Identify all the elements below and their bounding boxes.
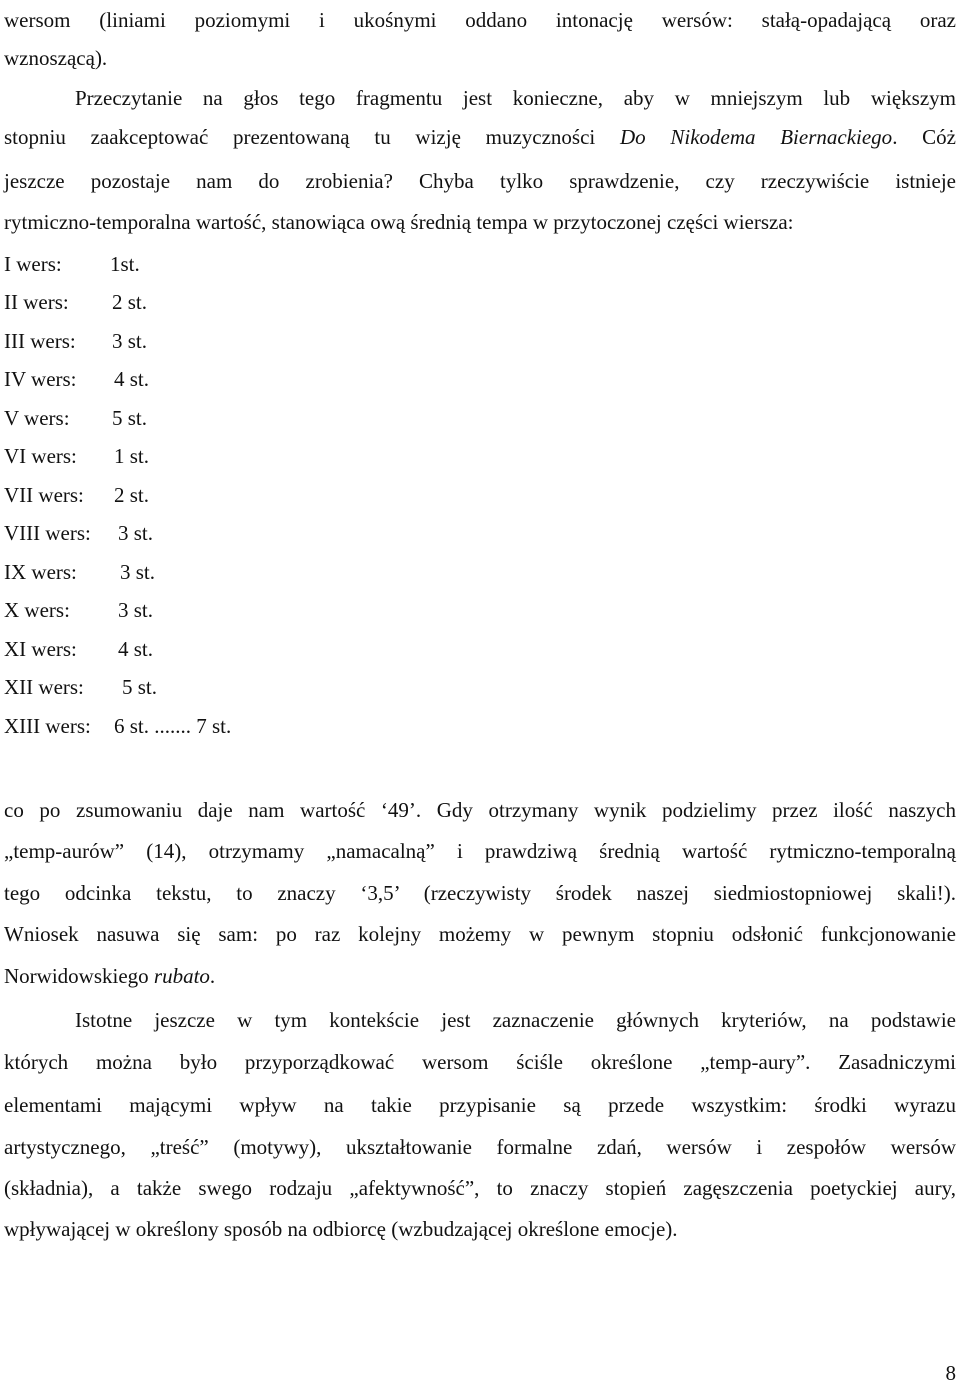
verse-item <box>4 289 148 315</box>
verse-item <box>4 328 148 354</box>
verse-label: III wers: <box>4 329 76 353</box>
verse-item <box>4 713 232 739</box>
verse-value: 1 st. <box>114 444 150 468</box>
verse-label: XII wers: <box>4 675 84 699</box>
verse-item <box>4 482 150 508</box>
page-number: 8 <box>945 1361 956 1385</box>
paragraph-2-line-4: rytmiczno-temporalna wartość, stanowiąca ową średnią tempa w przytoczonej części wiersza: <box>4 210 794 234</box>
verse-item <box>4 636 154 662</box>
text-span: stopniu zaakceptować prezentowaną tu wizję muzyczności <box>4 125 620 149</box>
paragraph-4-line-3: elementami mającymi wpływ na takie przypisanie są przede wszystkim: środki wyrazu <box>4 1093 956 1117</box>
text-span: Norwidowskiego <box>4 964 154 988</box>
verse-item <box>4 405 148 431</box>
paragraph-4-line-4: artystycznego, „treść” (motywy), ukształtowanie formalne zdań, wersów i zespołów wersów <box>4 1135 956 1159</box>
verse-value: 2 st. <box>112 290 148 314</box>
verse-item <box>4 559 156 585</box>
verse-label: VII wers: <box>4 483 84 507</box>
verse-value: 3 st. <box>118 521 154 545</box>
verse-label: VIII wers: <box>4 521 91 545</box>
verse-label: VI wers: <box>4 444 77 468</box>
verse-value: 3 st. <box>120 560 156 584</box>
verse-label: I wers: <box>4 252 62 276</box>
paragraph-1-line-1: wersom (liniami poziomymi i ukośnymi oddano intonację wersów: stałą-opadającą oraz <box>4 8 956 32</box>
paragraph-4-line-2: których można było przyporządkować wersom ściśle określone „temp-aury”. Zasadniczymi <box>4 1050 956 1074</box>
paragraph-2-line-3: jeszcze pozostaje nam do zrobienia? Chyba tylko sprawdzenie, czy rzeczywiście istnieje <box>4 169 956 193</box>
poem-title: Do Nikodema Biernackiego <box>619 125 893 149</box>
verse-label: XI wers: <box>4 637 77 661</box>
verse-label: IV wers: <box>4 367 77 391</box>
paragraph-3-line-2: „temp-aurów” (14), otrzymamy „namacalną” i prawdziwą średnią wartość rytmiczno-temporalną <box>4 839 956 863</box>
verse-item <box>4 251 140 277</box>
verse-label: V wers: <box>4 406 70 430</box>
verse-label: XIII wers: <box>4 714 91 738</box>
verse-label: II wers: <box>4 290 69 314</box>
verse-item <box>4 674 158 700</box>
verse-item <box>4 597 154 623</box>
text-span: . Cóż <box>892 125 956 149</box>
verse-value: 3 st. <box>112 329 148 353</box>
verse-item <box>4 520 154 546</box>
verse-item <box>4 366 150 392</box>
paragraph-3-line-1: co po zsumowaniu daje nam wartość ‘49’. Gdy otrzymany wynik podzielimy przez ilość naszych <box>4 798 956 822</box>
paragraph-4-line-1: Istotne jeszcze w tym kontekście jest zaznaczenie głównych kryteriów, na podstawie <box>75 1008 956 1032</box>
text-span: . <box>209 964 216 988</box>
paragraph-4-line-6: wpływającej w określony sposób na odbiorcę (wzbudzającej określone emocje). <box>4 1217 678 1241</box>
verse-value: 5 st. <box>112 406 148 430</box>
paragraph-2-line-2 <box>4 124 956 150</box>
verse-label: X wers: <box>4 598 70 622</box>
paragraph-3-line-5 <box>4 963 956 989</box>
paragraph-3-line-3: tego odcinka tekstu, to znaczy ‘3,5’ (rzeczywisty środek naszej siedmiostopniowej skali!). <box>4 881 956 905</box>
verse-value: 1st. <box>110 252 140 276</box>
paragraph-3-line-4: Wniosek nasuwa się sam: po raz kolejny możemy w pewnym stopniu odsłonić funkcjonowanie <box>4 922 956 946</box>
paragraph-1-line-2: wznoszącą). <box>4 46 108 70</box>
verse-value: 3 st. <box>118 598 154 622</box>
paragraph-2-line-1: Przeczytanie na głos tego fragmentu jest konieczne, aby w mniejszym lub większym <box>75 86 956 110</box>
verse-value: 5 st. <box>122 675 158 699</box>
paragraph-4-line-5: (składnia), a także swego rodzaju „afektywność”, to znaczy stopień zagęszczenia poetyckiej aury, <box>4 1176 956 1200</box>
italic-term: rubato <box>153 964 210 988</box>
verse-value: 2 st. <box>114 483 150 507</box>
verse-label: IX wers: <box>4 560 77 584</box>
verse-value: 4 st. <box>114 367 150 391</box>
verse-value: 6 st. ....... 7 st. <box>114 714 232 738</box>
verse-item <box>4 443 150 469</box>
verse-value: 4 st. <box>118 637 154 661</box>
